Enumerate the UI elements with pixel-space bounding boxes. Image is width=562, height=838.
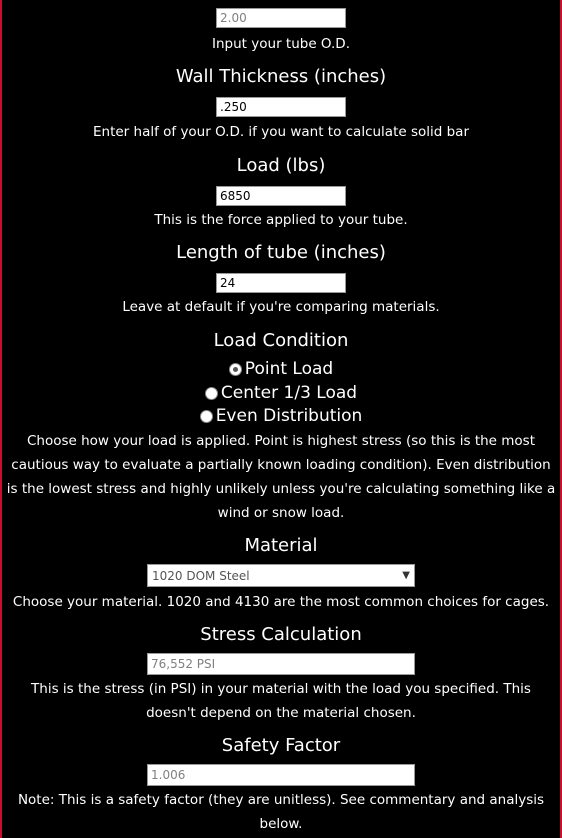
help-line: cautious way to evaluate a partially known loading condition). Even distribution <box>11 457 551 473</box>
load-help: This is the force applied to your tube. <box>154 212 408 228</box>
load-input[interactable] <box>216 186 346 206</box>
help-line: wind or snow load. <box>217 505 345 521</box>
radio-center-third-load[interactable] <box>2 382 560 405</box>
radio-label: Even Distribution <box>215 406 363 426</box>
material-help: Choose your material. 1020 and 4130 are the most common choices for cages. <box>12 594 550 610</box>
material-heading: Material <box>244 535 318 556</box>
help-line: Choose how your load is applied. Point is highest stress (so this is the most <box>26 433 536 449</box>
length-help: Leave at default if you're comparing materials. <box>122 299 440 315</box>
help-line: Note: This is a safety factor (they are unitless). See commentary and analysis <box>17 792 545 808</box>
help-line: doesn't depend on the material chosen. <box>146 705 416 721</box>
radio-button-checked[interactable] <box>229 363 242 376</box>
stress-output[interactable] <box>147 653 415 675</box>
load-condition-heading: Load Condition <box>213 330 349 351</box>
radio-button[interactable] <box>205 387 218 400</box>
stress-heading: Stress Calculation <box>200 624 362 645</box>
material-select-value: 1020 DOM Steel <box>152 568 250 583</box>
help-line: below. <box>259 816 303 832</box>
radio-button[interactable] <box>200 410 213 423</box>
load-heading: Load (lbs) <box>236 155 326 176</box>
load-condition-help <box>2 429 560 525</box>
safety-factor-heading: Safety Factor <box>221 735 341 756</box>
radio-even-distribution[interactable] <box>2 405 560 428</box>
help-line: is the lowest stress and highly unlikely unless you're calculating something like a <box>6 481 556 497</box>
radio-label: Center 1/3 Load <box>220 383 358 403</box>
safety-factor-output[interactable] <box>147 764 415 786</box>
help-line: This is the stress (in PSI) in your material with the load you specified. This <box>31 681 531 697</box>
od-input[interactable] <box>216 8 346 28</box>
wall-thickness-input[interactable] <box>216 97 346 117</box>
stress-help <box>2 677 560 725</box>
wall-thickness-help: Enter half of your O.D. if you want to calculate solid bar <box>92 124 470 140</box>
chevron-down-icon: ▼ <box>402 570 410 581</box>
radio-label: Point Load <box>244 359 334 379</box>
length-heading: Length of tube (inches) <box>176 242 386 263</box>
wall-thickness-heading: Wall Thickness (inches) <box>175 66 387 87</box>
radio-point-load[interactable] <box>2 358 560 381</box>
length-input[interactable] <box>216 273 346 293</box>
od-help: Input your tube O.D. <box>212 36 350 52</box>
material-select[interactable] <box>147 564 415 587</box>
safety-factor-help <box>2 788 560 836</box>
